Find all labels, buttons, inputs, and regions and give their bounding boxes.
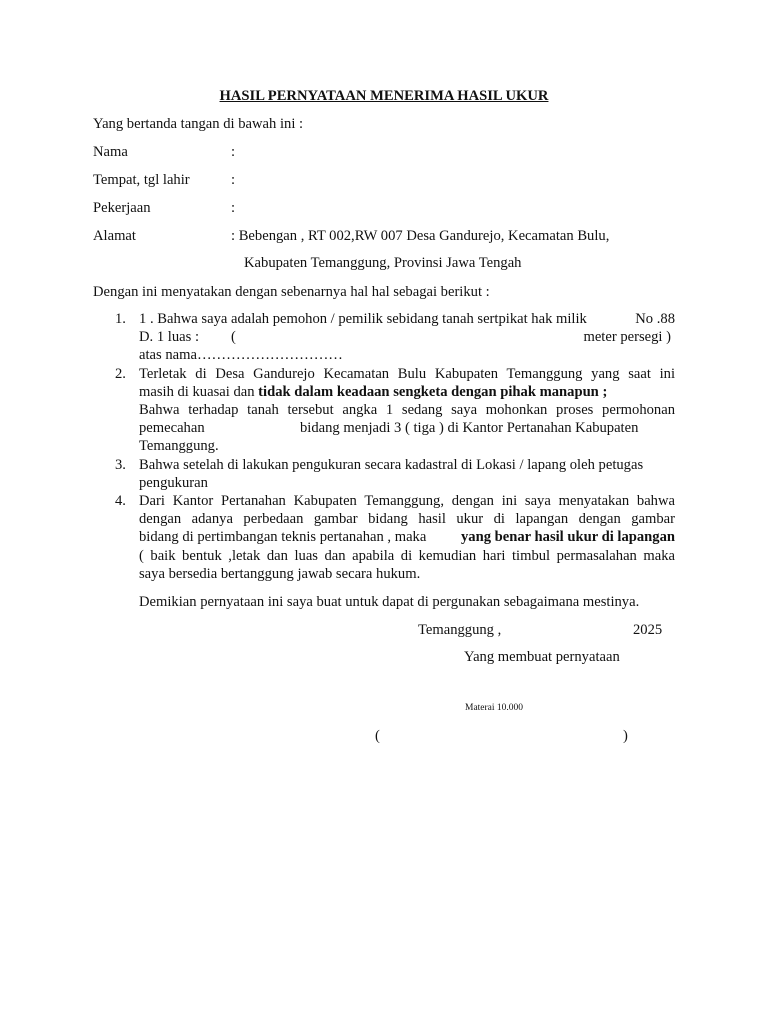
item1-line3: atas nama………………………… [139,347,343,364]
intro-text: Yang bertanda tangan di bawah ini : [93,116,304,132]
closing-statement: Demikian pernyataan ini saya buat untuk dapat di pergunakan sebagaimana mestinya. [139,594,640,610]
item3-line1: Bahwa setelah di lakukan pengukuran secara kadastral di Lokasi / lapang oleh petugas [139,456,644,473]
list-number: 3. [115,456,126,473]
field-label-pekerjaan: Pekerjaan [93,200,151,216]
item1-luas-paren: ( [231,329,236,346]
list-number: 4. [115,493,126,510]
item1-certificate-number: No .88 [635,311,675,327]
list-item [93,456,675,492]
list-item [93,310,675,365]
item1-luas-unit: meter persegi ) [583,329,671,346]
list-number: 1. [115,311,126,327]
item4-line5: saya bersedia bertanggung jawab secara hukum. [139,565,421,582]
document-title: HASIL PERNYATAAN MENERIMA HASIL UKUR [219,88,549,104]
item3-line2: pengukuran [139,474,208,491]
item1-line1 [139,310,675,328]
item2-line4 [139,419,675,437]
item2-line3: Bahwa terhadap tanah tersebut angka 1 sedang saya mohonkan proses permohonan [139,402,675,419]
item2-line2-bold: tidak dalam keadaan sengketa dengan pihak manapun ; [258,383,608,400]
list-item [93,365,675,456]
statement-intro: Dengan ini menyatakan dengan sebenarnya hal hal sebagai berikut : [93,284,490,300]
list-number: 2. [115,365,126,382]
statement-list [93,310,675,583]
item1-luas-label: D. 1 luas : [139,329,199,346]
signature-paren-close: ) [623,728,628,744]
field-label-ttl: Tempat, tgl lahir [93,172,190,188]
field-value-alamat-line2: Kabupaten Temanggung, Provinsi Jawa Tengah [244,255,522,271]
item1-line1-text: 1 . Bahwa saya adalah pemohon / pemilik sebidang tanah sertpikat hak milik [139,311,587,327]
item2-line2-text: masih di kuasai dan [139,383,259,400]
field-label-alamat: Alamat [93,228,136,244]
list-item [93,492,675,583]
signature-paren-open: ( [375,728,380,744]
item4-line3 [139,528,675,546]
item4-line4: ( baik bentuk ,letak dan luas dan apabila di kemudian hari timbul permasalahan maka [139,547,675,564]
item1-line2 [139,328,675,346]
item4-line3-bold: yang benar hasil ukur di lapangan [461,529,675,546]
field-colon-nama: : [231,144,236,160]
materai-label: Materai 10.000 [465,703,524,713]
field-value-alamat-line1: : Bebengan , RT 002,RW 007 Desa Gandurejo, Kecamatan Bulu, [231,228,610,244]
item2-line4-a: pemecahan [139,420,205,437]
signer-label: Yang membuat pernyataan [464,649,620,665]
signature-place: Temanggung , [418,622,502,638]
item4-line2: dengan adanya perbedaan gambar bidang hasil ukur di lapangan dengan gambar [139,511,675,528]
item2-line2 [139,383,675,401]
item4-line1: Dari Kantor Pertanahan Kabupaten Temanggung, dengan ini saya menyatakan bahwa [139,493,675,510]
field-colon-ttl: : [231,172,236,188]
item2-line1: Terletak di Desa Gandurejo Kecamatan Bulu Kabupaten Temanggung yang saat ini [139,365,675,382]
field-label-nama: Nama [93,144,128,160]
signature-year: 2025 [633,622,663,638]
item2-line5: Temanggung. [139,438,219,455]
item2-line4-b: bidang menjadi 3 ( tiga ) di Kantor Pertanahan Kabupaten [300,420,639,437]
field-colon-pekerjaan: : [231,200,236,216]
item4-line3-text: bidang di pertimbangan teknis pertanahan , maka [139,529,427,546]
